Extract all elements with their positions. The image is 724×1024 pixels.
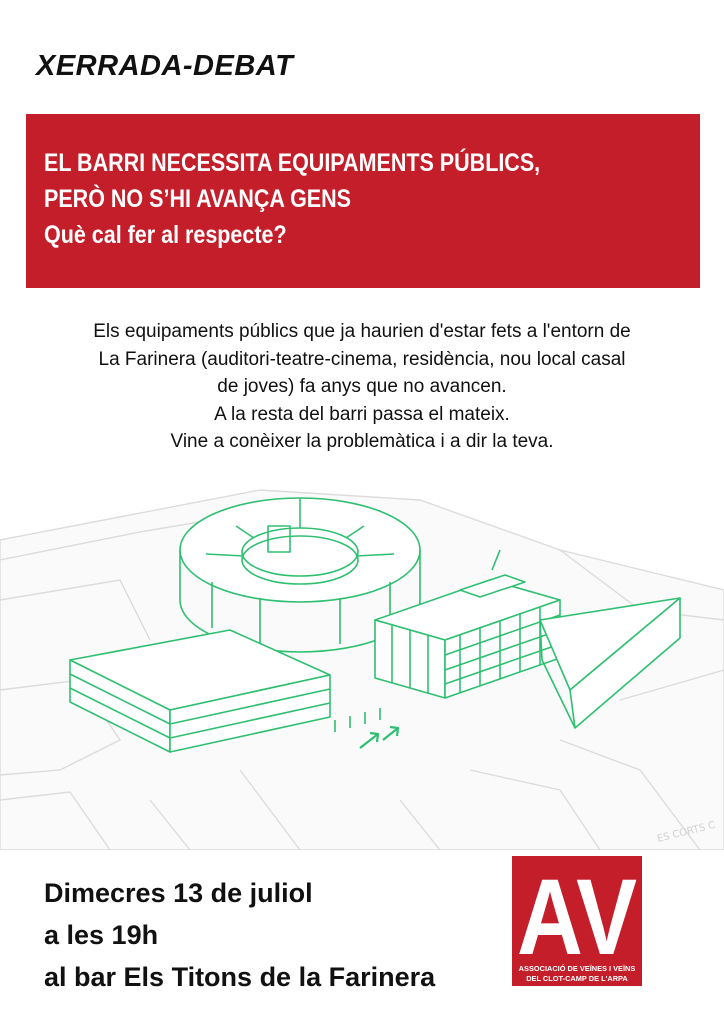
event-date: Dimecres 13 de juliol — [44, 878, 313, 908]
logo-caption-line-2: DEL CLOT-CAMP DE L'ARPA — [526, 974, 628, 983]
description-line: A la resta del barri passa el mateix. — [214, 403, 510, 425]
street-label: ES CORTS C — [656, 819, 717, 845]
event-type-title: XERRADA-DEBAT — [36, 50, 294, 82]
description-line: Vine a conèixer la problemàtica i a dir la teva. — [170, 431, 554, 453]
event-details — [44, 872, 435, 998]
description-line: Els equipaments públics que ja haurien d'estar fets a l'entorn de — [93, 321, 631, 342]
headline-question: Què cal fer al respecte? — [44, 221, 287, 249]
event-venue: al bar Els Titons de la Farinera — [44, 962, 436, 992]
description — [20, 318, 704, 456]
av-association-logo — [512, 856, 642, 986]
headline-banner — [26, 114, 700, 288]
headline-line-1: EL BARRI NECESSITA EQUIPAMENTS PÚBLICS, — [44, 149, 541, 177]
svg-text:AV: AV — [517, 856, 637, 964]
description-line: La Farinera (auditori-teatre-cinema, residència, nou local casal — [98, 348, 626, 370]
logo-caption-line-1: ASSOCIACIÓ DE VEÏNES I VEÏNS — [518, 964, 636, 973]
event-time: a les 19h — [44, 920, 159, 950]
farinera-site-illustration — [0, 470, 724, 850]
av-letters-mark — [512, 856, 642, 964]
headline-line-2: PERÒ NO S’HI AVANÇA GENS — [44, 185, 352, 213]
description-line: de joves) fa anys que no avancen. — [217, 376, 507, 398]
